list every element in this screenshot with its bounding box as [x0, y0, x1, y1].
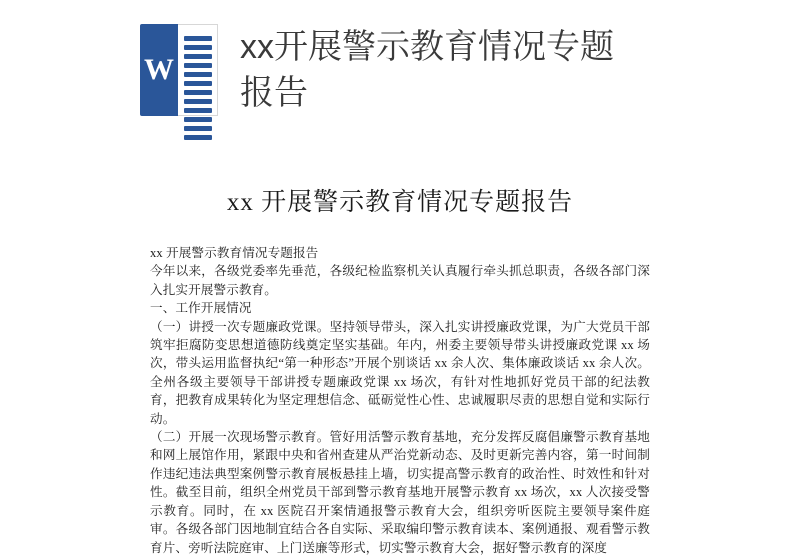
- document-paragraph: 今年以来，各级党委率先垂范，各级纪检监察机关认真履行牵头抓总职责，各级各部门深入扎实开展警示教育。: [150, 264, 650, 297]
- word-icon-letter: W: [144, 53, 174, 86]
- page-title: xx开展警示教育情况专题报告: [240, 28, 614, 112]
- document-heading: xx 开展警示教育情况专题报告: [226, 189, 574, 216]
- word-icon-lines: [184, 36, 212, 144]
- document-paragraph: xx 开展警示教育情况专题报告: [150, 246, 319, 260]
- document-body: [0, 140, 800, 555]
- document-paragraph: （二）开展一次现场警示教育。管好用活警示教育基地，充分发挥反腐倡廉警示教育基地和网上展馆作用，紧跟中央和省州查建从严治党新动态、及时更新完善内容，第一时间制作违纪违法典型案例警示教育展板悬挂上墙，切实提高警示教育的政治性、时效性和针对性。截至目前，组织全州党员干部到警示教育基地开展警示教育 xx 场次，xx 人次接受警示教育。同时，在 xx 医院召开案情通报警示教育大会，组织旁听医院主要领导案件庭审。各级各部门因地制宜结合各自实际、采取编印警示教育读本、案例通报、观看警示教育片、旁听法院庭审、上门送廉等形式，切实警示教育大会，据好警示教育的深度: [150, 430, 650, 555]
- document-paragraph: 一、工作开展情况: [150, 301, 252, 316]
- document-header: [0, 0, 800, 140]
- document-paragraph: （一）讲授一次专题廉政党课。坚持领导带头，深入扎实讲授廉政党课，为广大党员干部筑牢拒腐防变思想道德防线奠定坚实基础。年内，州委主要领导带头讲授廉政党课 xx 场次，带头运用监督执纪“第一种形态”开展个别谈话 xx 余人次、集体廉政谈话 xx 余人次。全州各级主要领导干部讲授专题廉政党课 xx 场次，有针对性地抓好党员干部的纪法教育，把教育成果转化为坚定理想信念、砥砺觉性心性、忠诚履职尽责的思想自觉和实际行动。: [150, 319, 650, 426]
- word-document-icon: [140, 24, 218, 116]
